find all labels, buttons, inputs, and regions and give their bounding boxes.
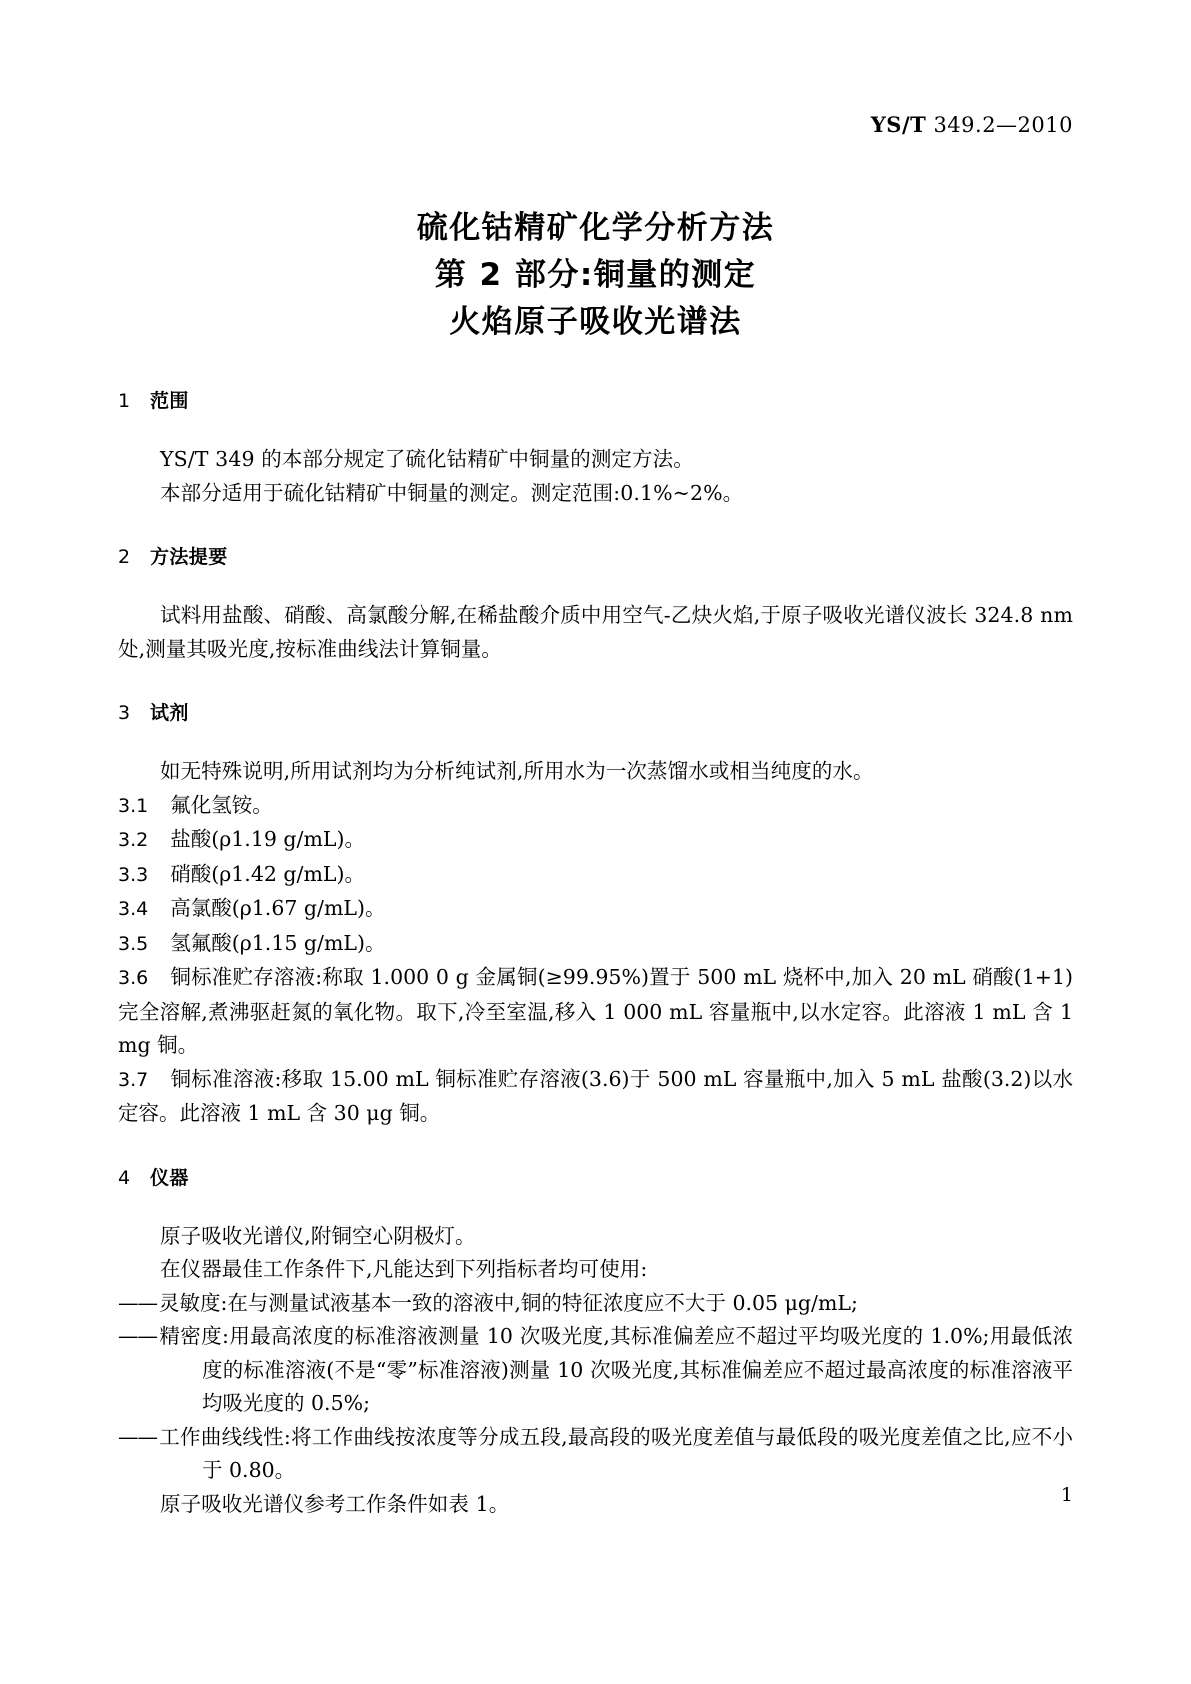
document-title: [0, 205, 1191, 346]
subclause-number: 3.7: [118, 1068, 149, 1091]
em-dash-marker: ——: [118, 1424, 157, 1449]
clause-2-paragraph-1: 试料用盐酸、硝酸、高氯酸分解,在稀盐酸介质中用空气-乙炔火焰,于原子吸收光谱仪波长 324.8 nm 处,测量其吸光度,按标准曲线法计算铜量。: [118, 603, 1073, 661]
subclause-number: 3.3: [118, 863, 149, 886]
subclause-text: 硝酸(ρ1.42 g/mL)。: [170, 861, 366, 886]
title-line-1: 硫化钴精矿化学分析方法: [416, 210, 775, 246]
subclause-3-3: [118, 858, 1073, 893]
dash-item-text: 灵敏度:在与测量试液基本一致的溶液中,铜的特征浓度应不大于 0.05 μg/mL;: [159, 1290, 858, 1315]
clause-title-4: 仪器: [150, 1166, 189, 1189]
clause-number-3: 3: [118, 702, 131, 724]
subclause-3-5: [118, 927, 1073, 962]
subclause-text: 氟化氢铵。: [170, 792, 273, 817]
running-header: [871, 112, 1073, 137]
clause-number-2: 2: [118, 546, 131, 568]
clause-4-paragraph-1: 原子吸收光谱仪,附铜空心阴极灯。: [160, 1223, 476, 1248]
subclause-number: 3.6: [118, 967, 149, 989]
title-line-2: 第 2 部分:铜量的测定: [434, 257, 757, 293]
subclause-text: 盐酸(ρ1.19 g/mL)。: [170, 827, 366, 851]
subclause-number: 3.1: [118, 794, 149, 817]
clause-heading-4: [118, 1163, 1073, 1190]
subclause-number: 3.5: [118, 932, 149, 955]
page-number: 1: [1060, 1484, 1073, 1506]
document-body: [118, 386, 1073, 1521]
dash-item-text: 精密度:用最高浓度的标准溶液测量 10 次吸光度,其标准偏差应不超过平均吸光度的 1.0%;用最低浓度的标准溶液(不是“零”标准溶液)测量 10 次吸光度,其标准偏差应不超过最高浓度的标准溶液平均吸光度的 0.5%;: [159, 1324, 1073, 1415]
em-dash-marker: ——: [118, 1290, 157, 1315]
clause-title-1: 范围: [150, 390, 189, 412]
clause-heading-3: [118, 698, 1073, 725]
subclause-text: 铜标准贮存溶液:称取 1.000 0 g 金属铜(≥99.95%)置于 500 mL 烧杯中,加入 20 mL 硝酸(1+1)完全溶解,煮沸驱赶氮的氧化物。取下,冷至室温,移入 1 000 mL 容量瓶中,以水定容。此溶液 1 mL 含 1 mg 铜。: [118, 965, 1073, 1057]
clause-4-closing-line: 原子吸收光谱仪参考工作条件如表 1。: [160, 1491, 510, 1516]
subclause-text: 高氯酸(ρ1.67 g/mL)。: [170, 896, 386, 920]
standard-number: 349.2—2010: [933, 113, 1073, 137]
clause-title-2: 方法提要: [150, 546, 228, 568]
subclause-3-2: [118, 823, 1073, 858]
standard-prefix: YS/T: [870, 112, 927, 137]
clause-4-dash-item-2: [118, 1320, 1073, 1421]
clause-title-3: 试剂: [150, 702, 189, 724]
clause-number-4: 4: [118, 1166, 131, 1189]
clause-3-paragraph-1: 如无特殊说明,所用试剂均为分析纯试剂,所用水为一次蒸馏水或相当纯度的水。: [160, 759, 874, 783]
title-line-3: 火焰原子吸收光谱法: [449, 304, 742, 340]
subclause-number: 3.4: [118, 898, 149, 920]
subclause-3-7: [118, 1063, 1073, 1131]
dash-item-text: 工作曲线线性:将工作曲线按浓度等分成五段,最高段的吸光度差值与最低段的吸光度差值之比,应不小于 0.80。: [159, 1424, 1073, 1482]
clause-4-dash-item-3: [118, 1421, 1073, 1488]
clause-4-dash-item-1: [118, 1287, 1073, 1321]
subclause-text: 铜标准溶液:移取 15.00 mL 铜标准贮存溶液(3.6)于 500 mL 容量瓶中,加入 5 mL 盐酸(3.2)以水定容。此溶液 1 mL 含 30 μg 铜。: [118, 1066, 1073, 1125]
clause-1-paragraph-2: 本部分适用于硫化钴精矿中铜量的测定。测定范围:0.1%~2%。: [160, 480, 744, 505]
clause-1-paragraph-1: YS/T 349 的本部分规定了硫化钴精矿中铜量的测定方法。: [160, 447, 694, 471]
subclause-number: 3.2: [118, 829, 149, 851]
subclause-3-1: [118, 789, 1073, 824]
clause-4-paragraph-2: 在仪器最佳工作条件下,凡能达到下列指标者均可使用:: [160, 1257, 648, 1281]
subclause-3-6: [118, 961, 1073, 1063]
clause-heading-1: [118, 386, 1073, 413]
subclause-3-4: [118, 892, 1073, 927]
clause-number-1: 1: [118, 390, 131, 412]
clause-heading-2: [118, 542, 1073, 569]
em-dash-marker: ——: [118, 1324, 157, 1348]
subclause-text: 氢氟酸(ρ1.15 g/mL)。: [170, 930, 386, 955]
